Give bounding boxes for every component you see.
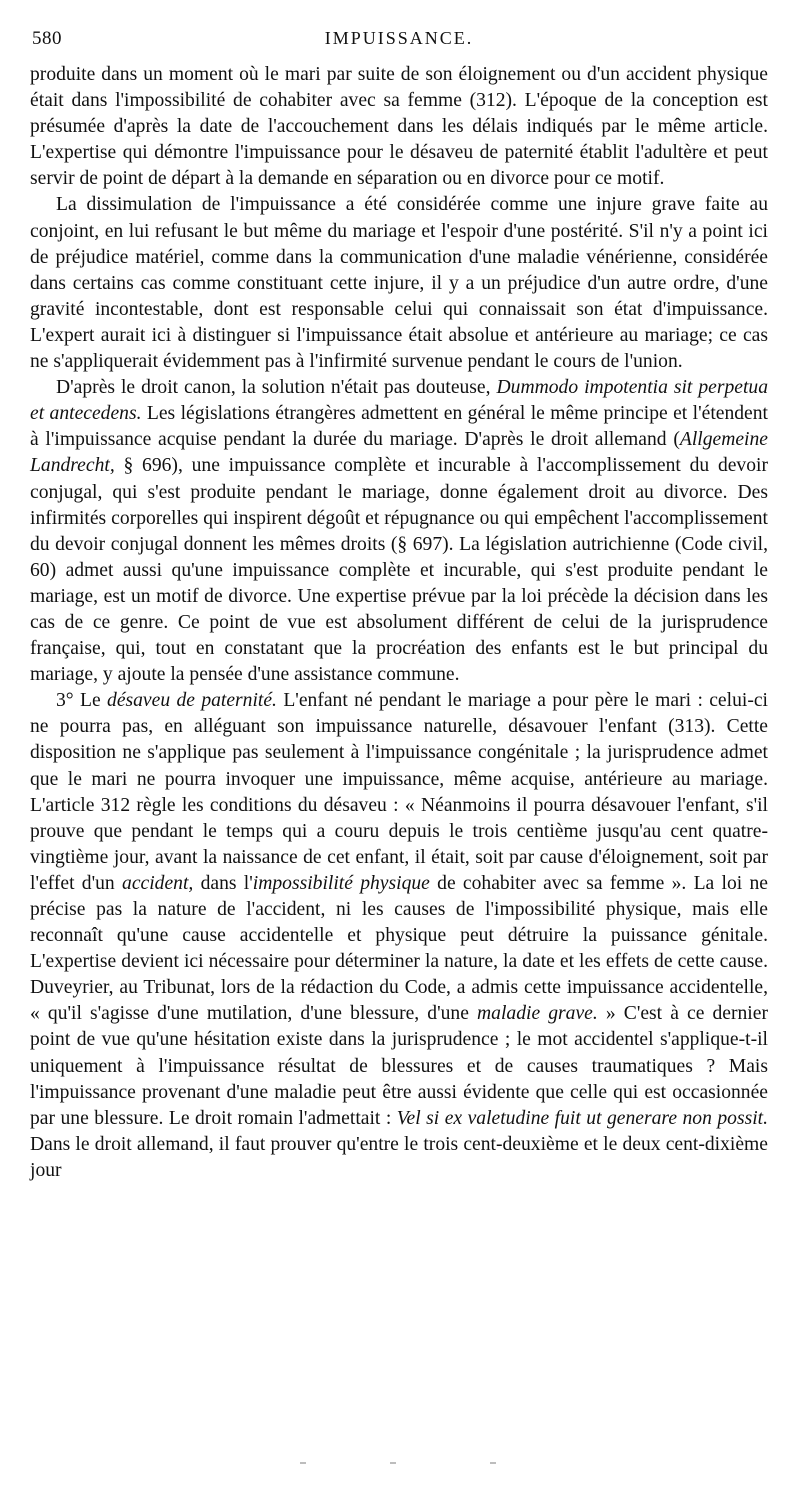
text-run: » C'est à ce dernier point de vue qu'une hésitation existe dans la jurisprudence ; le mot accidentel s'applique-t-il uniquement à l'impuissance résultat de blessures et de causes traumatiques ? Mais l'impuissance provenant d'une maladie peut être aussi évidente que celle qui est occasionnée par une blessure. Le droit romain l'admettait : bbox=[30, 1003, 768, 1129]
running-title: IMPUISSANCE. bbox=[324, 28, 474, 48]
text-run: § 696), une impuissance complète et incurable à l'accomplissement du devoir conjugal, qui s'est produite pendant le mariage, donne également droit au divorce. Des infirmités corporelles qui inspirent dégoût et répugnance ou qui empêchent l'accomplissement du devoir conjugal donnent les mêmes droits (§ 697). La législation autrichienne (Code civil, 60) admet aussi qu'une impuissance complète et incurable, qui s'est produite pendant le mariage, est un motif de divorce. Une expertise prévue par la loi précède la décision dans les cas de ce genre. Ce point de vue est absolument différent de celui de la jurisprudence française, qui, tout en constatant que la procréation des enfants est le but principal du mariage, y ajoute la pensée d'une assistance commune. bbox=[30, 455, 768, 686]
italic-text: maladie grave. bbox=[477, 1003, 598, 1025]
text-run: La dissimulation de l'impuissance a été considérée comme une injure grave faite au conjoint, en lui refusant le but même du mariage et l'espoir d'une postérité. S'il n'y a point ici de préjudice matériel, comme dans la communication d'une maladie vénérienne, considérée dans certains cas comme constituant cette injure, il y a un préjudice d'un autre ordre, d'une gravité incontestable, dont est responsable celui qui connaissait son état d'impuissance. L'expert aurait ici à distinguer si l'impuissance était absolue et antérieure au mariage; ce cas ne s'appliquerait évidemment pas à l'infirmité survenue pendant le cours de l'union. bbox=[30, 194, 768, 373]
text-run: Dans le droit allemand, il faut prouver qu'entre le trois cent-deuxième et le deux cent-dixième jour bbox=[30, 1133, 768, 1181]
bottom-specks bbox=[300, 1462, 540, 1468]
text-run: D'après le droit canon, la solution n'était pas douteuse, bbox=[56, 377, 497, 399]
paragraph bbox=[30, 62, 768, 192]
text-run: Les législations étrangères admettent en général le même principe et l'étendent à l'impuissance acquise pendant la durée du mariage. D'après le droit allemand ( bbox=[30, 403, 768, 451]
italic-text: Allgemeine Landrecht, bbox=[30, 429, 768, 477]
text-run: L'enfant né pendant le mariage a pour père le mari : celui-ci ne pourra pas, en alléguant son impuissance naturelle, désavouer l'enfant (313). Cette disposition ne s'applique pas seulement à l'impuissance congénitale ; la jurisprudence admet que le mari ne pourra invoquer une impuissance, même acquise, antérieure au mariage. L'article 312 règle les conditions du désaveu : « Néanmoins il pourra désavouer l'enfant, s'il prouve que pendant le temps qui a couru depuis le trois centième jusqu'au cent quatre-vingtième jour, avant la naissance de cet enfant, il était, soit par cause d'éloignement, soit par l'effet d'un bbox=[30, 690, 768, 894]
italic-text: Vel si ex valetudine fuit ut generare non possit. bbox=[396, 1107, 768, 1129]
text-run: 3° Le bbox=[56, 690, 108, 712]
italic-text: désaveu de paternité. bbox=[107, 690, 277, 712]
italic-text: Dummodo impotentia sit perpetua et antecedens. bbox=[30, 377, 768, 425]
paragraph bbox=[30, 375, 768, 688]
text-run: produite dans un moment où le mari par suite de son éloignement ou d'un accident physique était dans l'impossibilité de cohabiter avec sa femme (312). L'époque de la conception est présumée d'après la date de l'accouchement dans les délais indiqués par le même article. L'expertise qui démontre l'impuissance pour le désaveu de paternité établit l'adultère et peut servir de point de départ à la demande en séparation ou en divorce pour ce motif. bbox=[30, 64, 768, 190]
paragraph bbox=[30, 688, 768, 1184]
body-text bbox=[30, 62, 768, 1184]
page-number: 580 bbox=[32, 28, 62, 49]
italic-text: impossibilité physique bbox=[252, 872, 430, 894]
page-header bbox=[30, 28, 768, 62]
paragraph bbox=[30, 192, 768, 375]
page bbox=[30, 28, 768, 1184]
text-run: de cohabiter avec sa femme ». La loi ne précise pas la nature de l'accident, ni les causes de l'impossibilité physique, mais elle reconnaît qu'une cause accidentelle et physique peut détruire la puissance génitale. L'expertise devient ici nécessaire pour déterminer la nature, la date et les effets de cette cause. Duveyrier, au Tribunat, lors de la rédaction du Code, a admis cette impuissance accidentelle, « qu'il s'agisse d'une mutilation, d'une blessure, d'une bbox=[30, 872, 768, 1025]
italic-text: accident, bbox=[122, 872, 194, 894]
text-run: dans l' bbox=[193, 872, 253, 894]
